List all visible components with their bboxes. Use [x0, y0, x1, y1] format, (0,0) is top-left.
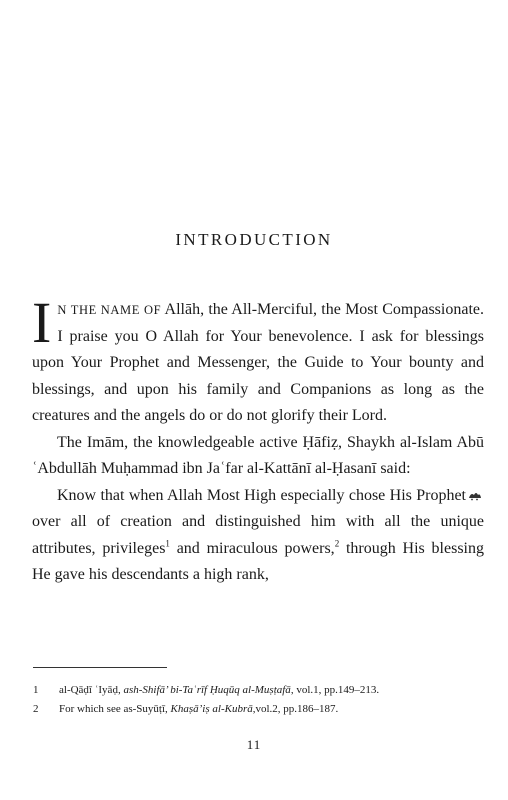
main-text-start: Know that when Allah Most High especially chose His Prophet — [57, 486, 466, 504]
footnote-number: 1 — [33, 684, 39, 696]
footnote-divider — [33, 667, 167, 668]
main-text-end: through His blessing He gave his descendants a high rank, — [32, 539, 484, 583]
footnote-title: ash-Shifā’ bi-Taʿrīf Ḥuqūq al-Muṣṭafā — [123, 684, 291, 696]
footnote-reference: ,vol.2, pp.186–187. — [252, 703, 339, 715]
main-paragraph — [32, 483, 484, 589]
footnote — [33, 700, 485, 719]
opening-text: Allāh, the All-Merciful, the Most Compassionate. I praise you O Allah for Your benevolence. I ask for blessings upon Your Prophet and Messenger, the Guide to Your bounty and blessings, and upon his family and Companions as long as the creatures and the angels do or do not glorify their Lord. — [32, 301, 485, 424]
body-text — [32, 290, 485, 589]
footnote — [33, 681, 485, 700]
footnote-ref-1[interactable]: 1 — [165, 538, 170, 549]
main-text-middle: over all of creation and distinguished him with all the unique attributes, privileges — [32, 513, 484, 557]
opening-small-caps: N THE NAME OF — [57, 303, 162, 317]
drop-cap: I — [32, 290, 52, 355]
footnote-author: For which see as-Suyūṭī, — [59, 703, 171, 715]
salawat-symbol-icon — [468, 490, 482, 501]
page-number: 11 — [246, 737, 262, 752]
footnote-reference: , vol.1, pp.149–213. — [290, 684, 380, 696]
footnote-number: 2 — [33, 703, 39, 715]
footnote-text — [59, 700, 338, 719]
footnote-ref-2[interactable]: 2 — [334, 538, 340, 549]
footnote-title: Khaṣā’iṣ al-Kubrā — [170, 703, 253, 715]
footnote-author: al-Qāḍī ʿIyāḍ, — [59, 684, 124, 696]
footnote-text — [59, 681, 379, 700]
footnotes — [33, 681, 485, 719]
chapter-heading: INTRODUCTION — [175, 230, 333, 250]
opening-paragraph — [32, 290, 485, 430]
main-text-continued: and miraculous powers, — [169, 539, 335, 557]
attribution-paragraph: The Imām, the knowledgeable active Ḥāfiẓ, Shaykh al-Islam Abū ʿAbdullāh Muḥammad ibn Jaʿfar al-Kattānī al-Ḥasanī said: — [32, 433, 484, 477]
